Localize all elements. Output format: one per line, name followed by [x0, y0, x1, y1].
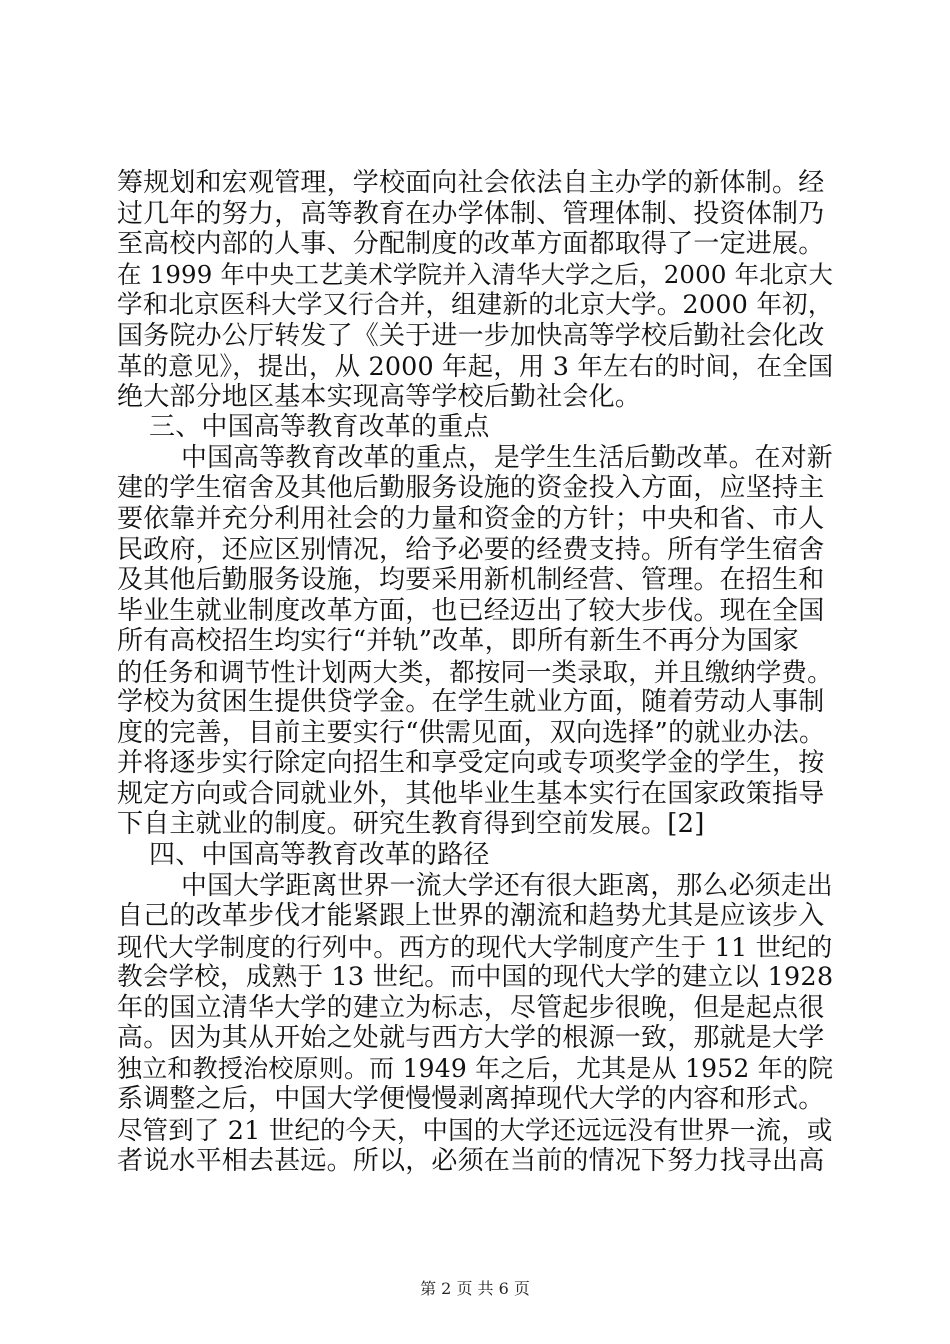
- text-line: 系调整之后，中国大学便慢慢剥离掉现代大学的内容和形式。: [117, 1084, 825, 1115]
- text-line: 的任务和调节性计划两大类，都按同一类录取，并且缴纳学费。: [117, 656, 833, 687]
- section-heading: 三、中国高等教育改革的重点: [149, 412, 490, 443]
- section-heading: 四、中国高等教育改革的路径: [149, 840, 490, 871]
- text-line: 独立和教授治校原则。而 1949 年之后，尤其是从 1952 年的院: [117, 1053, 834, 1083]
- text-line: 规定方向或合同就业外，其他毕业生基本实行在国家政策指导: [117, 778, 825, 809]
- text-line: 至高校内部的人事、分配制度的改革方面都取得了一定进展。: [117, 229, 825, 260]
- text-line: 要依靠并充分利用社会的力量和资金的方针；中央和省、市人: [117, 504, 825, 535]
- text-line: 度的完善，目前主要实行“供需见面，双向选择”的就业办法。: [117, 717, 826, 748]
- text-line: 现代大学制度的行列中。西方的现代大学制度产生于 11 世纪的: [117, 931, 833, 962]
- text-line: 尽管到了 21 世纪的今天，中国的大学还远远没有世界一流，或: [117, 1114, 833, 1145]
- page-footer: 第 2 页 共 6 页: [420, 1279, 530, 1298]
- text-line: 筹规划和宏观管理，学校面向社会依法自主办学的新体制。经: [117, 168, 825, 198]
- text-line: 者说水平相去甚远。所以，必须在当前的情况下努力找寻出高: [117, 1145, 825, 1176]
- text-line: 建的学生宿舍及其他后勤服务设施的资金投入方面，应坚持主: [117, 473, 825, 504]
- text-line: 年的国立清华大学的建立为标志，尽管起步很晚，但是起点很: [117, 992, 825, 1023]
- text-line: 国务院办公厅转发了《关于进一步加快高等学校后勤社会化改: [117, 320, 825, 351]
- paragraph-first-line: 中国高等教育改革的重点，是学生生活后勤改革。在对新: [181, 442, 833, 473]
- text-line: 并将逐步实行除定向招生和享受定向或专项奖学金的学生，按: [117, 748, 825, 779]
- body-text: [117, 168, 833, 1176]
- text-line: 绝大部分地区基本实现高等学校后勤社会化。: [117, 381, 642, 412]
- text-line: 学和北京医科大学又行合并，组建新的北京大学。2000 年初，: [117, 290, 834, 321]
- paragraph-first-line: 中国大学距离世界一流大学还有很大距离，那么必须走出: [181, 870, 833, 901]
- text-line: 自己的改革步伐才能紧跟上世界的潮流和趋势尤其是应该步入: [117, 901, 825, 932]
- text-line: 过几年的努力，高等教育在办学体制、管理体制、投资体制乃: [117, 198, 825, 229]
- text-line: 下自主就业的制度。研究生教育得到空前发展。[2]: [117, 809, 705, 840]
- text-line: 及其他后勤服务设施，均要采用新机制经营、管理。在招生和: [117, 565, 825, 596]
- text-line: 毕业生就业制度改革方面，也已经迈出了较大步伐。现在全国: [117, 595, 825, 626]
- text-line: 民政府，还应区别情况，给予必要的经费支持。所有学生宿舍: [117, 534, 825, 565]
- text-line: 在 1999 年中央工艺美术学院并入清华大学之后，2000 年北京大: [117, 259, 834, 289]
- text-line: 革的意见》，提出，从 2000 年起，用 3 年左右的时间，在全国: [117, 351, 834, 382]
- text-line: 学校为贫困生提供贷学金。在学生就业方面，随着劳动人事制: [117, 687, 825, 718]
- text-line: 所有高校招生均实行“并轨”改革，即所有新生不再分为国家: [117, 626, 799, 657]
- text-line: 高。因为其从开始之处就与西方大学的根源一致，那就是大学: [117, 1023, 825, 1054]
- text-line: 教会学校，成熟于 13 世纪。而中国的现代大学的建立以 1928: [117, 962, 834, 993]
